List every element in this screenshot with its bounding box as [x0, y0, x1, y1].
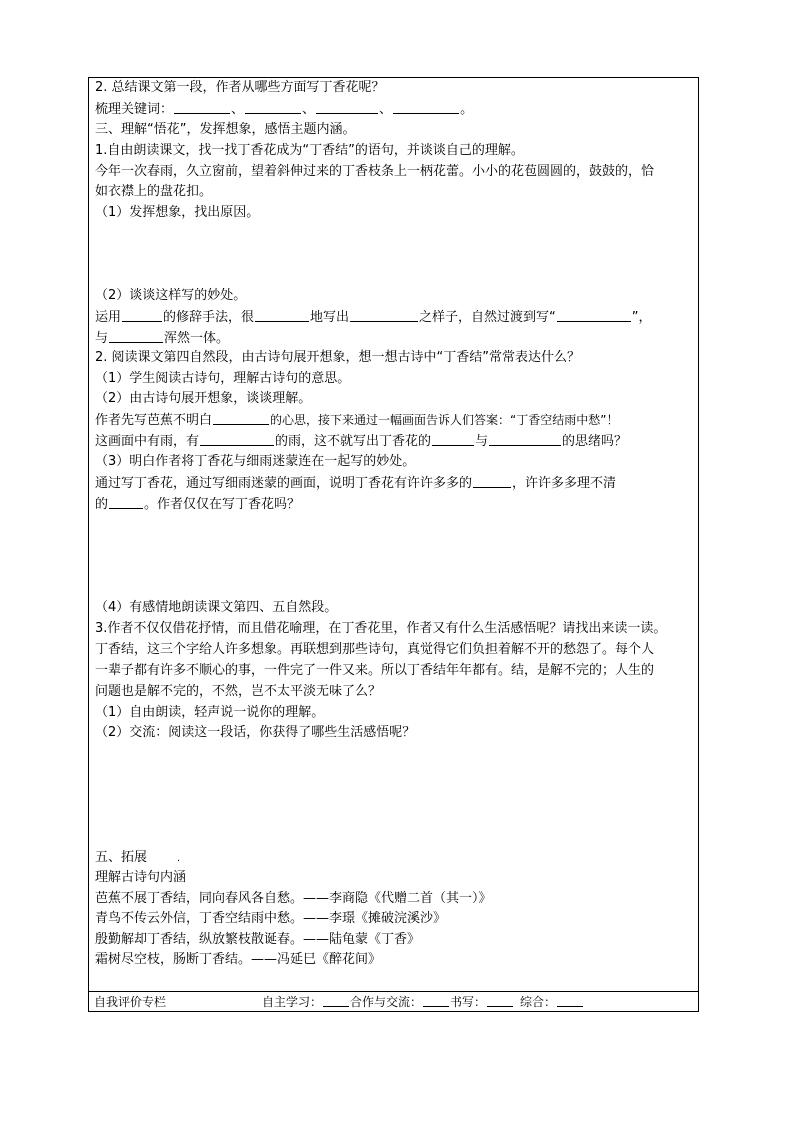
section3-q3-sub2: （2）交流：阅读这一段话，你获得了哪些生活感悟呢？ — [95, 725, 416, 740]
section3-q1: 1.自由朗读课文，找一找丁香花成为“丁香结”的语句，并谈谈自己的理解。 — [95, 143, 524, 158]
section3-q2-sub3: （3）明白作者将丁香花与细雨迷蒙连在一起写的妙处。 — [95, 454, 416, 469]
answer-blank[interactable] — [473, 473, 511, 488]
answer-blank[interactable] — [489, 431, 561, 446]
separator: 、 — [379, 102, 393, 117]
section3-q2-sub4: （4）有感情地朗读课文第四、五自然段。 — [95, 600, 338, 615]
separator: 、 — [231, 102, 245, 117]
self-study-label: 自主学习： — [262, 995, 323, 1009]
poem-line: 殷勤解却丁香结，纵放繁枝散诞春。——陆龟蒙《丁香》 — [95, 932, 421, 947]
fill-text: 与 — [95, 331, 109, 346]
fill-line-5 — [95, 473, 694, 494]
fill-text: 的心思，接下来通过一幅画面告诉人们答案：“丁香空结雨中愁”！ — [270, 413, 619, 427]
section3-q2-sub2: （2）由古诗句展开想象，谈谈理解。 — [95, 391, 312, 406]
fill-text: 运用 — [95, 310, 122, 325]
answer-blank[interactable] — [109, 494, 143, 509]
poem-line: 霜树尽空枝，肠断丁香结。——冯延巳《醉花间》 — [95, 952, 382, 967]
fill-text: 的修辞手法，很 — [163, 310, 255, 325]
fill-text: ，许许多多理不清 — [512, 476, 617, 491]
section5-title-line — [95, 848, 694, 869]
fill-line-1 — [95, 307, 694, 328]
section3-q3-line-1: 3.作者不仅仅借花抒情，而且借花喻理，在丁香花里，作者又有什么生活感悟呢？请找出来读一读。 — [95, 621, 667, 636]
keywords-line — [95, 99, 694, 120]
section3-q1-sub2: （2）谈谈这样写的妙处。 — [95, 288, 247, 303]
cooperation-blank[interactable] — [423, 994, 449, 1007]
self-evaluation-label: 自我评价专栏 — [94, 995, 167, 1009]
section3-q1-sub1: （1）发挥想象，找出原因。 — [95, 205, 260, 220]
writing-label: 书写： — [450, 995, 487, 1009]
section3-title: 三、理解“悟花”，发挥想象，感悟主题内涵。 — [95, 122, 356, 137]
section3-q3-line-4: 问题也是解不完的，不然，岂不太平淡无味了么？ — [95, 684, 382, 699]
section3-q2-sub1: （1）学生阅读古诗句，理解古诗句的意思。 — [95, 371, 351, 386]
fill-line-4 — [95, 431, 694, 452]
answer-blank[interactable] — [213, 410, 269, 425]
answer-blank[interactable] — [109, 328, 163, 343]
fill-text: 的思绪吗？ — [562, 434, 628, 449]
quote-line-2: 如衣襟上的盘花扣。 — [95, 184, 213, 199]
extend-subtitle: 理解古诗句内涵 — [95, 870, 187, 885]
poem-line: 芭蕉不展丁香结，同向春风各自愁。——李商隐《代赠二首（其一）》 — [95, 891, 492, 906]
fill-text: ”， — [631, 310, 652, 325]
answer-blank[interactable] — [432, 431, 474, 446]
writing-blank[interactable] — [487, 994, 513, 1007]
fill-text: 浑然一体。 — [164, 331, 230, 346]
fill-line-2 — [95, 328, 694, 349]
overall-label: 综合： — [520, 995, 557, 1009]
answer-blank[interactable] — [557, 307, 631, 322]
separator: 、 — [302, 102, 316, 117]
quote-line-1: 今年一次春雨，久立窗前，望着斜伸过来的丁香枝条上一柄花蕾。小小的花苞圆圆的，鼓鼓的，恰 — [95, 164, 655, 179]
answer-blank[interactable] — [122, 307, 162, 322]
keyword-blank-2[interactable] — [245, 99, 301, 114]
section3-q3-line-2: 丁香结，这三个字给人许多想象。再联想到那些诗句，真觉得它们负担着解不开的愁怨了。每个人 — [95, 642, 655, 657]
evaluation-fields — [262, 992, 584, 1012]
fill-text: 与 — [475, 434, 489, 449]
worksheet-table — [88, 77, 699, 1012]
fill-text: 作者先写芭蕉不明白 — [95, 413, 213, 428]
fill-line-6 — [95, 494, 694, 515]
answer-blank[interactable] — [350, 307, 418, 322]
keywords-label: 梳理关键词： — [95, 102, 174, 117]
section5-title: 五、拓展 — [95, 850, 148, 865]
section3-q3-line-3: 一辈子都有许多不顺心的事，一件完了一件又来。所以丁香结年年都有。结，是解不完的；人生的 — [95, 663, 655, 678]
section2-question: 2. 总结课文第一段，作者从哪些方面写丁香花呢？ — [95, 80, 385, 95]
keyword-blank-3[interactable] — [316, 99, 378, 114]
self-evaluation-footer — [89, 992, 698, 1012]
fill-text: 通过写丁香花，通过写细雨迷蒙的画面，说明丁香花有许许多多的 — [95, 476, 473, 491]
fill-text: 的 — [95, 497, 109, 512]
keyword-blank-4[interactable] — [393, 99, 459, 114]
section3-q3-sub1: （1）自由朗读，轻声说一说你的理解。 — [95, 705, 325, 720]
content-cell — [89, 78, 698, 992]
fill-text: 的雨，这不就写出丁香花的 — [275, 434, 432, 449]
keyword-blank-1[interactable] — [174, 99, 230, 114]
fill-text: 。作者仅仅在写丁香花吗？ — [144, 497, 301, 512]
fill-text: 地写出 — [310, 310, 350, 325]
self-study-blank[interactable] — [323, 994, 349, 1007]
answer-blank[interactable] — [200, 431, 274, 446]
fill-text: 这画面中有雨，有 — [95, 434, 200, 449]
answer-blank[interactable] — [255, 307, 309, 322]
fill-text: 之样子，自然过渡到写“ — [419, 310, 556, 325]
overall-blank[interactable] — [557, 994, 583, 1007]
section3-q2: 2. 阅读课文第四自然段，由古诗句展开想象，想一想古诗中“丁香结”常常表达什么？ — [95, 350, 581, 365]
period: 。 — [460, 102, 474, 117]
fill-line-3 — [95, 410, 694, 431]
stray-dot: . — [177, 853, 181, 864]
poem-line: 青鸟不传云外信，丁香空结雨中愁。——李璟《摊破浣溪沙》 — [95, 911, 447, 926]
cooperation-label: 合作与交流： — [350, 995, 423, 1009]
